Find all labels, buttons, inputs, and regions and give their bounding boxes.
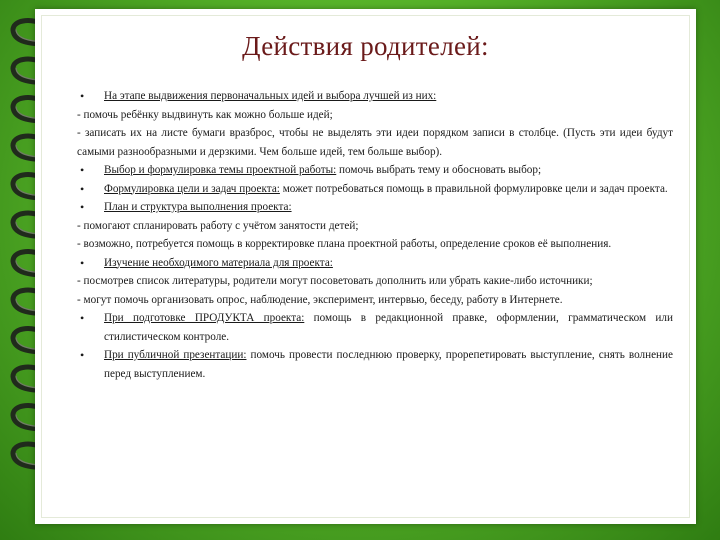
text-line: - помочь ребёнку выдвинуть как можно больше идей; xyxy=(77,108,333,121)
bullet-presentation xyxy=(77,346,673,383)
text-line: - возможно, потребуется помощь в корректировке плана проектной работы, определение сроков её выполнения. xyxy=(77,238,612,250)
bullet-text: помочь выбрать тему и обосновать выбор; xyxy=(336,164,542,176)
content xyxy=(77,87,673,383)
text-line: - могут помочь организовать опрос, наблюдение, эксперимент, интервью, беседу, работу в Интернете. xyxy=(77,293,563,306)
bullet-heading: Выбор и формулировка темы проектной работы: xyxy=(104,164,337,176)
bullet-goals xyxy=(77,180,673,199)
bullet-heading: Формулировка цели и задач проекта: xyxy=(104,182,280,195)
bullet-plan: • План и структура выполнения проекта: xyxy=(77,198,673,217)
bullet-text: может потребоваться помощь в правильной формулировке цели и задач проекта. xyxy=(279,182,668,195)
bullet-product xyxy=(77,309,673,346)
page-title: Действия родителей: xyxy=(242,31,489,61)
text-line: - посмотрев список литературы, родители могут посоветовать дополнить или убрать какие-либо источники; xyxy=(77,275,593,287)
bullet-text: помощь в редакционной правке, оформлении, грамматическом или стилистическом контроле. xyxy=(104,312,673,343)
bullet-ideas-stage: • На этапе выдвижения первоначальных идей и выбора лучшей из них: xyxy=(77,87,673,106)
bullet-text: помочь провести последнюю проверку, прорепетировать выступление, снять волнение перед выступлением. xyxy=(104,349,673,380)
text-line: - записать их на листе бумаги вразброс, чтобы не выделять эти идеи порядком записи в столбце. (Пусть эти идеи будут самыми разнообразными и дерзкими. Чем больше идей, тем больше выбор). xyxy=(77,127,673,158)
bullet-heading: При публичной презентации: xyxy=(104,349,247,361)
bullet-material: • Изучение необходимого материала для проекта: xyxy=(77,254,673,273)
text-line: - помогают спланировать работу с учётом занятости детей; xyxy=(77,219,359,232)
bullet-topic-choice xyxy=(77,161,673,180)
bullet-heading: При подготовке ПРОДУКТА проекта: xyxy=(104,312,305,324)
notebook-page xyxy=(35,9,696,524)
